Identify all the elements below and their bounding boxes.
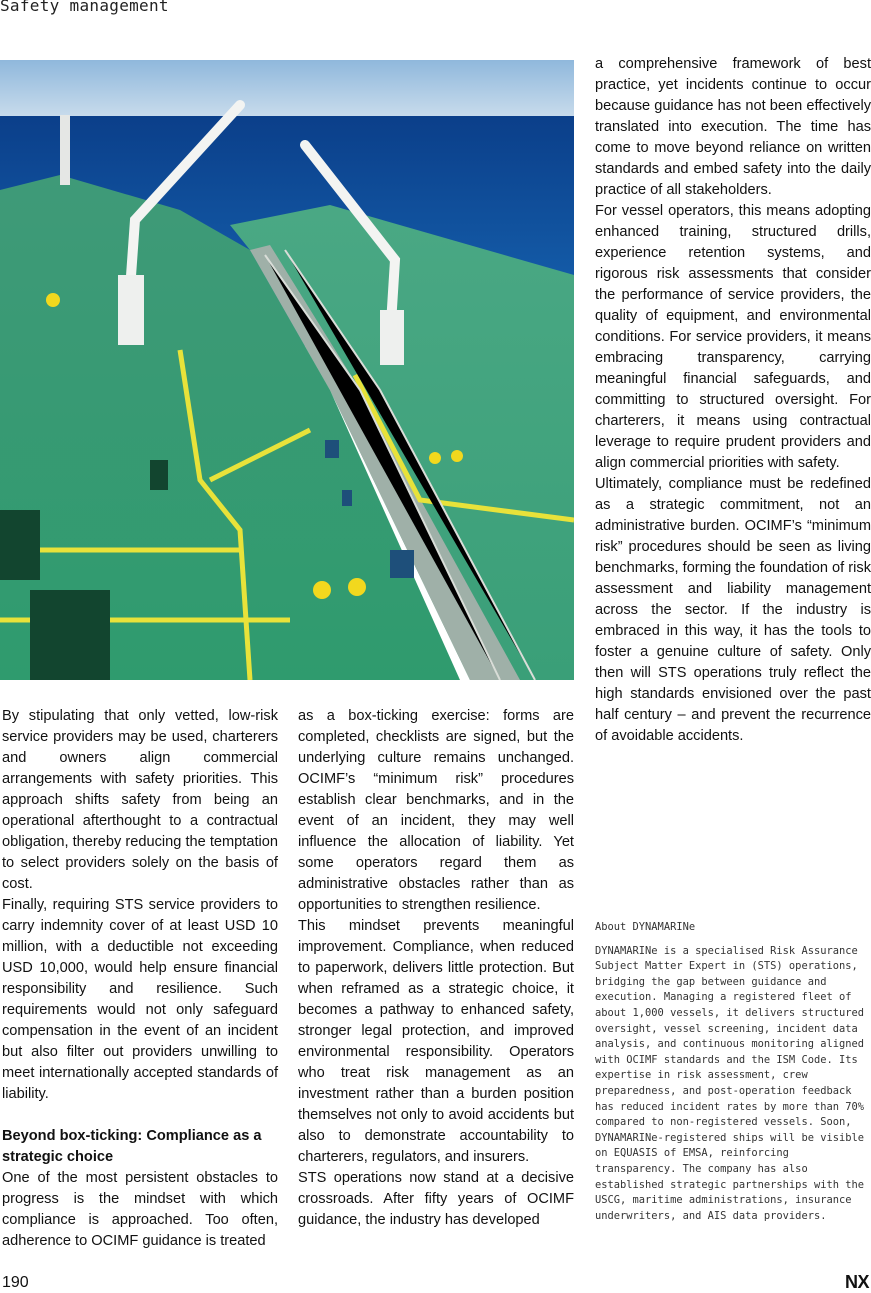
section-header: Safety management: [0, 0, 169, 15]
subheading: Beyond box-ticking: Compliance as a strategic choice: [2, 1128, 262, 1165]
text-column-2: [298, 706, 574, 1231]
publication-logo: NX: [844, 1272, 869, 1292]
page-number: 190: [2, 1274, 29, 1291]
paragraph: Finally, requiring STS service providers to carry indemnity cover of at least USD 10 million, with a deductible not exceeding USD 10,000, would help ensure financial responsibility and resilience. Such requirements would not only safeguard compensation in the event of an incident but also filter out providers unwilling to meet internationally accepted standards of liability.: [2, 897, 278, 1102]
about-body: DYNAMARINe is a specialised Risk Assurance Subject Matter Expert in (STS) operations, bridging the gap between guidance and execution. Managing a registered fleet of about 1,000 vessels, it delivers structured oversight, vessel screening, incident data analysis, and continuous monitoring aligned with OCIMF standards and the ISM Code. Its expertise in risk assessment, crew preparedness, and post-operation feedback has reduced incident rates by more than 70% compared to non-registered vessels. Soon, DYNAMARINe-registered ships will be visible on EQUASIS of EMSA, reinforcing transparency. The company has also established strategic partnerships with the USCG, maritime administrations, insurance underwriters, and AIS data providers.: [595, 944, 864, 1222]
paragraph: Ultimately, compliance must be redefined as a strategic commitment, not an administrative burden. OCIMF’s “minimum risk” procedures should be seen as living benchmarks, forming the foundation of risk assessment and liability management across the sector. If the industry is embraced in this way, it has the tools to foster a genuine culture of safety. Only then will STS operations truly reflect the high standards envisioned over the past half century – and prevent the recurrence of avoidable accidents.: [595, 476, 871, 744]
about-box: [595, 920, 871, 1224]
paragraph: This mindset prevents meaningful improvement. Compliance, when reduced to paperwork, delivers little protection. But when reframed as a strategic choice, it becomes a pathway to enhanced safety, stronger legal protection, and improved environmental responsibility. Operators who treat risk management as an investment rather than a burden position themselves not only to avoid accidents but also to demonstrate accountability to charterers, regulators, and insurers.: [298, 918, 574, 1165]
text-column-1: [2, 706, 278, 1252]
paragraph: For vessel operators, this means adopting enhanced training, structured drills, experience retention systems, and rigorous risk assessments that consider the performance of service providers, the quality of equipment, and environmental conditions. For service providers, it means embracing transparency, carrying meaningful financial safeguards, and committing to structured oversight. For charterers, it means using contractual leverage to require prudent providers and align commercial priorities with safety.: [595, 203, 871, 471]
paragraph: By stipulating that only vetted, low-risk service providers may be used, charterers and owners align commercial arrangements with safety priorities. This approach shifts safety from being an operational afterthought to a contractual obligation, thereby reducing the temptation to select providers solely on the basis of cost.: [2, 708, 278, 892]
paragraph: One of the most persistent obstacles to progress is the mindset with which compliance is approached. Too often, adherence to OCIMF guidance is treated: [2, 1170, 278, 1249]
text-column-3: [595, 54, 871, 747]
about-title: About DYNAMARINe: [595, 921, 696, 933]
tanker-deck-photo: [0, 60, 574, 680]
sky: [0, 60, 574, 118]
paragraph: as a box-ticking exercise: forms are completed, checklists are signed, but the underlying culture remains unchanged. OCIMF’s “minimum risk” procedures establish clear benchmarks, and in the event of an incident, they may well influence the allocation of liability. Yet some operators regard them as administrative obstacles rather than as opportunities to strengthen resilience.: [298, 708, 574, 913]
paragraph: a comprehensive framework of best practice, yet incidents continue to occur because guidance has not been effectively translated into execution. The time has come to move beyond reliance on written standards and embed safety into the daily practice of all stakeholders.: [595, 56, 871, 198]
paragraph: STS operations now stand at a decisive crossroads. After fifty years of OCIMF guidance, the industry has developed: [298, 1170, 574, 1228]
